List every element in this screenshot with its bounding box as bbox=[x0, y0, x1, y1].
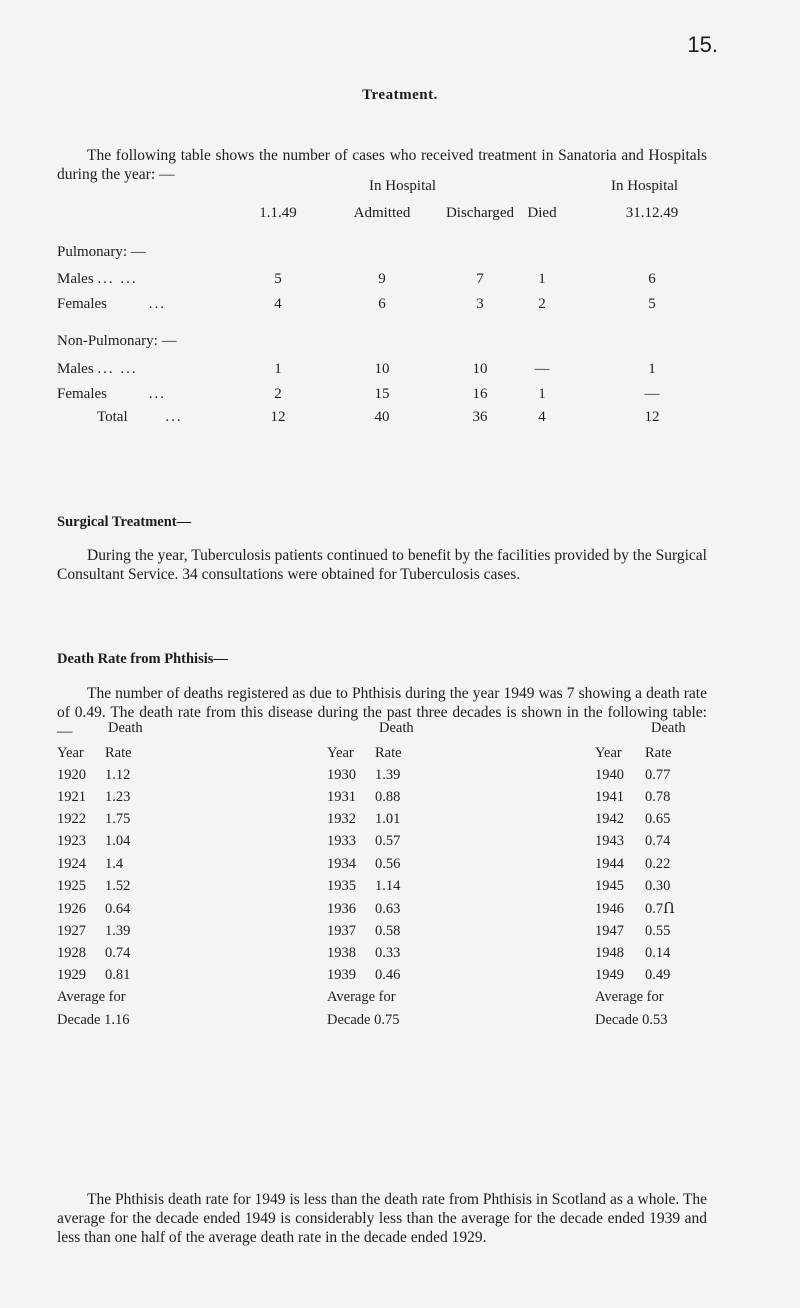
table-cell: 6 bbox=[648, 271, 656, 287]
total-cell: 36 bbox=[472, 409, 488, 425]
row-label: Males ... ... bbox=[57, 271, 138, 287]
table-cell: 3 bbox=[476, 296, 484, 312]
column-header-rate: Rate bbox=[105, 745, 132, 761]
rate-cell: 1.75 bbox=[105, 811, 131, 827]
column-header-death: Death bbox=[651, 720, 686, 736]
year-cell: 1927 bbox=[57, 923, 86, 939]
rate-cell: 0.78 bbox=[645, 789, 671, 805]
year-cell: 1934 bbox=[327, 856, 356, 872]
rate-cell: 1.4 bbox=[105, 856, 124, 872]
year-cell: 1944 bbox=[595, 856, 624, 872]
column-header: Discharged bbox=[445, 205, 515, 221]
rate-cell: 0.7Ո bbox=[645, 901, 675, 917]
surgical-heading: Surgical Treatment— bbox=[57, 514, 192, 530]
rate-cell: 0.33 bbox=[375, 945, 401, 961]
decade-average: Decade 1.16 bbox=[57, 1012, 130, 1028]
rate-cell: 0.88 bbox=[375, 789, 401, 805]
table-cell: 15 bbox=[374, 386, 390, 402]
year-cell: 1923 bbox=[57, 833, 86, 849]
rate-cell: 0.30 bbox=[645, 878, 671, 894]
rate-cell: 1.01 bbox=[375, 811, 401, 827]
rate-cell: 0.57 bbox=[375, 833, 401, 849]
page-title: Treatment. bbox=[362, 87, 438, 103]
year-cell: 1945 bbox=[595, 878, 624, 894]
table-cell: 9 bbox=[378, 271, 386, 287]
year-cell: 1929 bbox=[57, 967, 86, 983]
year-cell: 1942 bbox=[595, 811, 624, 827]
row-label: Females ... bbox=[57, 296, 166, 312]
table-cell: 1 bbox=[648, 361, 656, 377]
year-cell: 1947 bbox=[595, 923, 624, 939]
table-cell: 10 bbox=[472, 361, 488, 377]
column-header-rate: Rate bbox=[375, 745, 402, 761]
table-cell: 10 bbox=[374, 361, 390, 377]
column-header: 31.12.49 bbox=[625, 205, 679, 221]
table-cell: 1 bbox=[274, 361, 282, 377]
year-cell: 1946 bbox=[595, 901, 624, 917]
rate-cell: 0.74 bbox=[645, 833, 671, 849]
column-header-year: Year bbox=[327, 745, 354, 761]
table-cell: 1 bbox=[538, 271, 546, 287]
column-header: Died bbox=[527, 205, 557, 221]
conclusion-paragraph: The Phthisis death rate for 1949 is less than the death rate from Phthisis in Scotland as a whole. The average for the decade ended 1949 is considerably less than the average for the decade ended 1939 and less than one half of the average death rate in the decade ended 1929. bbox=[57, 1191, 707, 1246]
average-label: Average for bbox=[57, 989, 126, 1005]
total-label: Total ... bbox=[97, 409, 183, 425]
year-cell: 1936 bbox=[327, 901, 356, 917]
rate-cell: 0.74 bbox=[105, 945, 131, 961]
column-header-year: Year bbox=[595, 745, 622, 761]
year-cell: 1937 bbox=[327, 923, 356, 939]
column-header: Admitted bbox=[353, 205, 411, 221]
column-header-death: Death bbox=[379, 720, 414, 736]
rate-cell: 0.58 bbox=[375, 923, 401, 939]
rate-cell: 1.04 bbox=[105, 833, 131, 849]
rate-cell: 0.49 bbox=[645, 967, 671, 983]
rate-cell: 0.63 bbox=[375, 901, 401, 917]
year-cell: 1922 bbox=[57, 811, 86, 827]
decade-average: Decade 0.53 bbox=[595, 1012, 668, 1028]
intro-paragraph: The following table shows the number of cases who received treatment in Sanatoria and Hospitals during the year: — bbox=[57, 147, 707, 183]
rate-cell: 0.55 bbox=[645, 923, 671, 939]
death-rate-heading: Death Rate from Phthisis— bbox=[57, 651, 228, 667]
header-in-hospital-end: In Hospital bbox=[611, 178, 679, 194]
total-cell: 12 bbox=[270, 409, 286, 425]
section-label: Pulmonary: — bbox=[57, 244, 146, 260]
rate-cell: 1.14 bbox=[375, 878, 401, 894]
year-cell: 1935 bbox=[327, 878, 356, 894]
rate-cell: 0.77 bbox=[645, 767, 671, 783]
column-header: 1.1.49 bbox=[259, 205, 297, 221]
year-cell: 1941 bbox=[595, 789, 624, 805]
year-cell: 1932 bbox=[327, 811, 356, 827]
table-cell: 4 bbox=[274, 296, 282, 312]
table-cell: 16 bbox=[472, 386, 488, 402]
year-cell: 1943 bbox=[595, 833, 624, 849]
row-label: Females ... bbox=[57, 386, 166, 402]
year-cell: 1940 bbox=[595, 767, 624, 783]
column-header-year: Year bbox=[57, 745, 84, 761]
decade-average: Decade 0.75 bbox=[327, 1012, 400, 1028]
rate-cell: 1.23 bbox=[105, 789, 131, 805]
table-cell: 6 bbox=[378, 296, 386, 312]
year-cell: 1939 bbox=[327, 967, 356, 983]
rate-cell: 0.64 bbox=[105, 901, 131, 917]
table-cell: — bbox=[644, 386, 660, 402]
table-cell: 2 bbox=[538, 296, 546, 312]
year-cell: 1924 bbox=[57, 856, 86, 872]
average-label: Average for bbox=[595, 989, 664, 1005]
row-label: Males ... ... bbox=[57, 361, 138, 377]
total-cell: 4 bbox=[538, 409, 546, 425]
rate-cell: 0.46 bbox=[375, 967, 401, 983]
table-cell: 1 bbox=[538, 386, 546, 402]
year-cell: 1949 bbox=[595, 967, 624, 983]
year-cell: 1920 bbox=[57, 767, 86, 783]
year-cell: 1926 bbox=[57, 901, 86, 917]
year-cell: 1928 bbox=[57, 945, 86, 961]
year-cell: 1948 bbox=[595, 945, 624, 961]
total-cell: 40 bbox=[374, 409, 390, 425]
header-in-hospital-start: In Hospital bbox=[369, 178, 437, 194]
year-cell: 1930 bbox=[327, 767, 356, 783]
year-cell: 1938 bbox=[327, 945, 356, 961]
rate-cell: 1.39 bbox=[375, 767, 401, 783]
table-cell: — bbox=[534, 361, 550, 377]
column-header-rate: Rate bbox=[645, 745, 672, 761]
column-header-death: Death bbox=[108, 720, 143, 736]
rate-cell: 0.14 bbox=[645, 945, 671, 961]
surgical-paragraph: During the year, Tuberculosis patients continued to benefit by the facilities provided by the Surgical Consultant Service. 34 consultations were obtained for Tuberculosis cases. bbox=[57, 547, 707, 583]
year-cell: 1933 bbox=[327, 833, 356, 849]
total-cell: 12 bbox=[644, 409, 660, 425]
rate-cell: 0.56 bbox=[375, 856, 401, 872]
page-number: 15. bbox=[687, 32, 718, 57]
table-cell: 7 bbox=[476, 271, 484, 287]
rate-cell: 1.52 bbox=[105, 878, 131, 894]
table-cell: 2 bbox=[274, 386, 282, 402]
section-label: Non-Pulmonary: — bbox=[57, 333, 177, 349]
year-cell: 1921 bbox=[57, 789, 86, 805]
average-label: Average for bbox=[327, 989, 396, 1005]
table-cell: 5 bbox=[274, 271, 282, 287]
rate-cell: 0.22 bbox=[645, 856, 671, 872]
death-rate-paragraph: The number of deaths registered as due to Phthisis during the year 1949 was 7 showing a death rate of 0.49. The death rate from this disease during the past three decades is shown in the following table: — bbox=[57, 685, 707, 740]
table-cell: 5 bbox=[648, 296, 656, 312]
rate-cell: 0.81 bbox=[105, 967, 131, 983]
rate-cell: 1.39 bbox=[105, 923, 131, 939]
rate-cell: 1.12 bbox=[105, 767, 131, 783]
rate-cell: 0.65 bbox=[645, 811, 671, 827]
year-cell: 1925 bbox=[57, 878, 86, 894]
year-cell: 1931 bbox=[327, 789, 356, 805]
